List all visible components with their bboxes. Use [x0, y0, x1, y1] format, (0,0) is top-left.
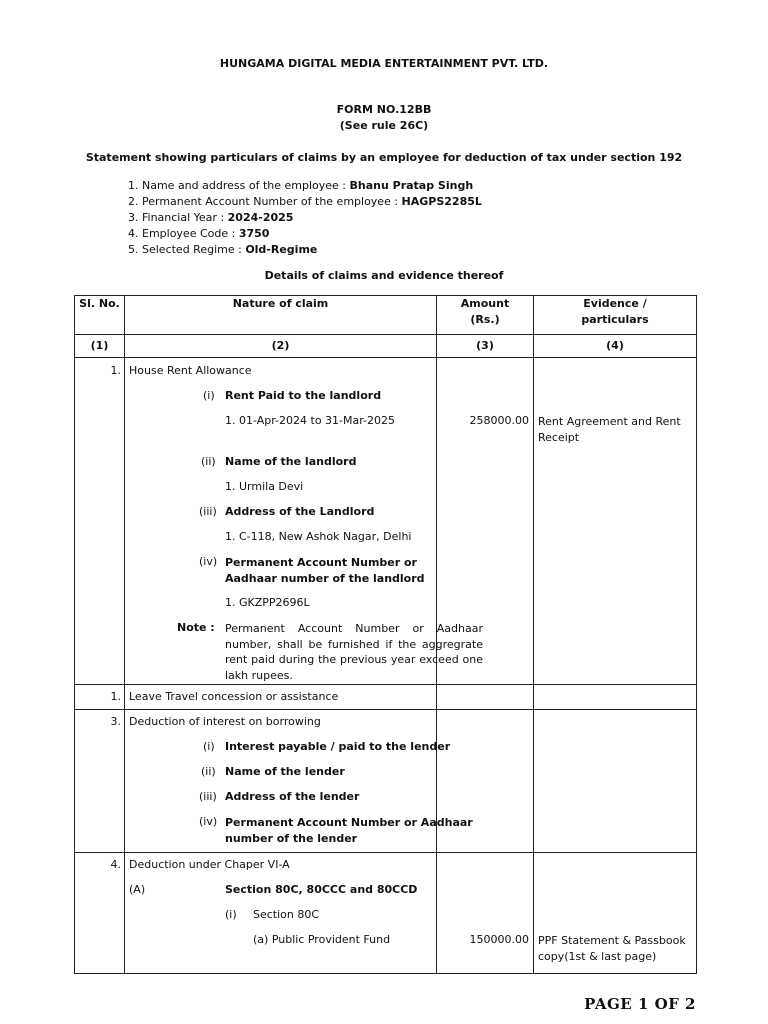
- table-row-interest: 3. Deduction of interest on borrowing (i) Interest payable / paid to the lender (ii) Name of the lender (iii) Address of the lender (iv) Permanent Account Number or Aadhaar number of the lender: [75, 710, 697, 853]
- header-nature: Nature of claim: [125, 296, 437, 335]
- info-line-pan: 2. Permanent Account Number of the employee : HAGPS2285L: [128, 195, 482, 208]
- header-sl-no: Sl. No.: [75, 296, 125, 335]
- info-line-regime: 5. Selected Regime : Old-Regime: [128, 243, 318, 256]
- claims-table: [74, 295, 697, 974]
- note-label: Note :: [177, 621, 215, 634]
- employee-name: Bhanu Pratap Singh: [349, 179, 474, 192]
- selected-regime: Old-Regime: [245, 243, 318, 256]
- header-evidence: Evidence / particulars: [534, 296, 697, 335]
- employee-code: 3750: [238, 227, 270, 240]
- rule-reference: (See rule 26C): [339, 119, 429, 132]
- info-line-fy: 3. Financial Year : 2024-2025: [128, 211, 294, 224]
- page-footer: PAGE 1 OF 2: [584, 995, 696, 1013]
- table-header-row: [75, 296, 697, 335]
- statement-title: Statement showing particulars of claims by an employee for deduction of tax under section 192: [85, 151, 683, 164]
- details-heading: Details of claims and evidence thereof: [264, 269, 504, 282]
- table-row-chapter6a: 4. Deduction under Chaper VI-A (A) Section 80C, 80CCC and 80CCD (i) Section 80C (a) Public Provident Fund 150000.00 PPF Statement & Passbook copy(1st & last page): [75, 853, 697, 974]
- employee-pan: HAGPS2285L: [401, 195, 482, 208]
- column-number-row: (1) (2) (3) (4): [75, 335, 697, 358]
- company-name: HUNGAMA DIGITAL MEDIA ENTERTAINMENT PVT. LTD.: [219, 57, 549, 70]
- financial-year: 2024-2025: [227, 211, 294, 224]
- info-line-code: 4. Employee Code : 3750: [128, 227, 270, 240]
- employee-info: [128, 178, 482, 258]
- form-number: FORM NO.12BB: [336, 103, 432, 116]
- header-amount: Amount (Rs.): [437, 296, 534, 335]
- table-row-hra: 1. House Rent Allowance (i) Rent Paid to the landlord 1. 01-Apr-2024 to 31-Mar-2025 (ii) Name of the landlord 1. Urmila Devi (iii) Address of the Landlord 1. C-118, New Ashok Nagar, Delhi (iv) Permanent Account Number or Aadhaar number of the landlord 1. GKZPP2696L Note : Permanent Account Number or Aadhaar number, shall be furnished if the aggregrate rent paid during the previous year exceed one lakh rupees. 258000.00 Rent Agreement and Rent Receipt: [75, 358, 697, 685]
- note-text: Permanent Account Number or Aadhaar number, shall be furnished if the aggregrate rent paid during the previous year exceed one lakh rupees.: [225, 622, 483, 682]
- info-line-name: 1. Name and address of the employee : Bhanu Pratap Singh: [128, 179, 474, 192]
- table-row-lta: 1. Leave Travel concession or assistance: [75, 685, 697, 710]
